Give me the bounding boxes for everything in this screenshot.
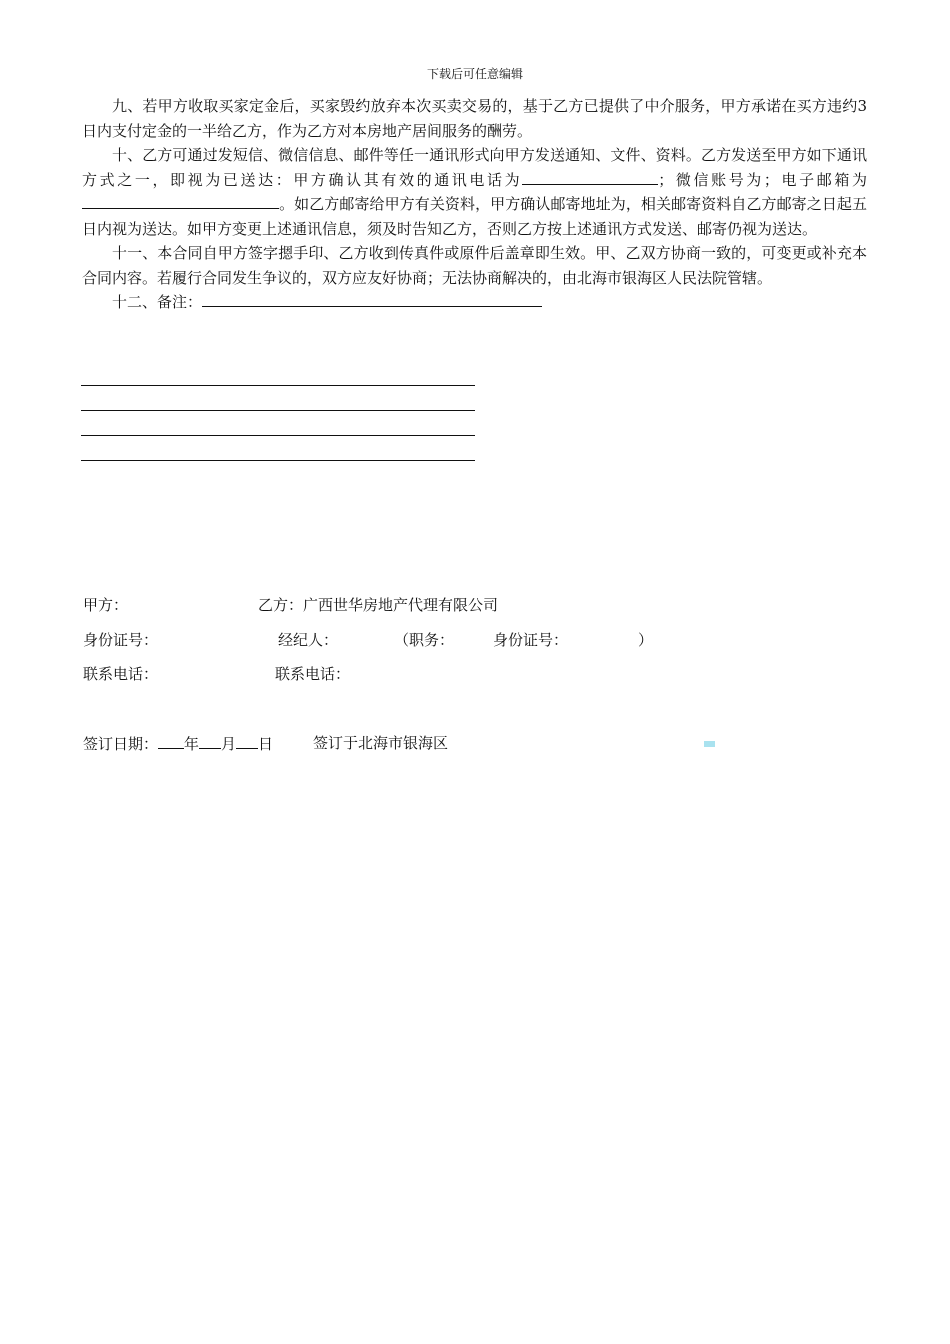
clause-10-text-a: 十、乙方可通过发短信、微信信息、邮件等任一通讯形式向甲方发送通知、文件、资料。乙方发送至甲方如下通讯方式之一，即视为已送达：甲方确认其有效的通讯电话为	[82, 146, 867, 189]
signing-date	[83, 733, 273, 754]
phone-b-label: 联系电话：	[275, 665, 351, 683]
clause-10-text-b: ；微信账号为	[658, 170, 764, 189]
clause-12	[82, 290, 867, 315]
day-blank[interactable]	[236, 733, 258, 749]
clause-9: 九、若甲方收取买家定金后，买家毁约放弃本次买卖交易的，基于乙方已提供了中介服务，甲方承诺在买方违约3日内支付定金的一半给乙方，作为乙方对本房地产居间服务的酬劳。	[82, 97, 867, 140]
position-label: （职务：	[394, 631, 455, 649]
remark-line[interactable]	[81, 435, 475, 436]
year-blank[interactable]	[158, 733, 184, 749]
remark-blank[interactable]	[202, 290, 542, 307]
remark-line[interactable]	[81, 460, 475, 461]
party-a-label: 甲方：	[83, 596, 129, 614]
highlight-marker	[704, 741, 715, 747]
signing-place: 签订于北海市银海区	[313, 734, 449, 752]
agent-id-label: 身份证号：	[493, 631, 569, 649]
clause-11: 十一、本合同自甲方签字摁手印、乙方收到传真件或原件后盖章即生效。甲、乙双方协商一致的，可变更或补充本合同内容。若履行合同发生争议的，双方应友好协商；无法协商解决的，由北海市银海区人民法院管辖。	[82, 244, 867, 287]
party-b-label: 乙方：广西世华房地产代理有限公司	[258, 596, 499, 614]
page-header: 下载后可任意编辑	[426, 67, 523, 81]
phone-a-label: 联系电话：	[83, 665, 159, 683]
close-paren: ）	[638, 631, 654, 649]
clause-12-label: 十二、备注：	[112, 293, 203, 311]
clause-10	[82, 143, 867, 241]
contract-body	[82, 94, 867, 315]
year-text: 年	[184, 735, 200, 753]
agent-label: 经纪人：	[278, 631, 339, 649]
remark-line[interactable]	[81, 385, 475, 386]
day-text: 日	[258, 735, 274, 753]
id-label: 身份证号：	[83, 631, 159, 649]
clause-10-text-e: ，相关邮寄资料自乙方邮寄之日起五日内视为送达。如甲方变更上述通讯信息，须及时告知乙方，否则乙方按上述通讯方式发送、邮寄仍视为送达。	[82, 195, 867, 238]
clause-10-text-c: ；电子邮箱为	[763, 170, 867, 189]
email-blank[interactable]	[82, 192, 279, 209]
date-label: 签订日期：	[83, 735, 159, 753]
remark-line[interactable]	[81, 410, 475, 411]
clause-10-text-d: 。如乙方邮寄给甲方有关资料，甲方确认邮寄地址为	[279, 195, 626, 213]
phone-blank[interactable]	[522, 168, 658, 185]
month-text: 月	[221, 735, 237, 753]
month-blank[interactable]	[199, 733, 221, 749]
